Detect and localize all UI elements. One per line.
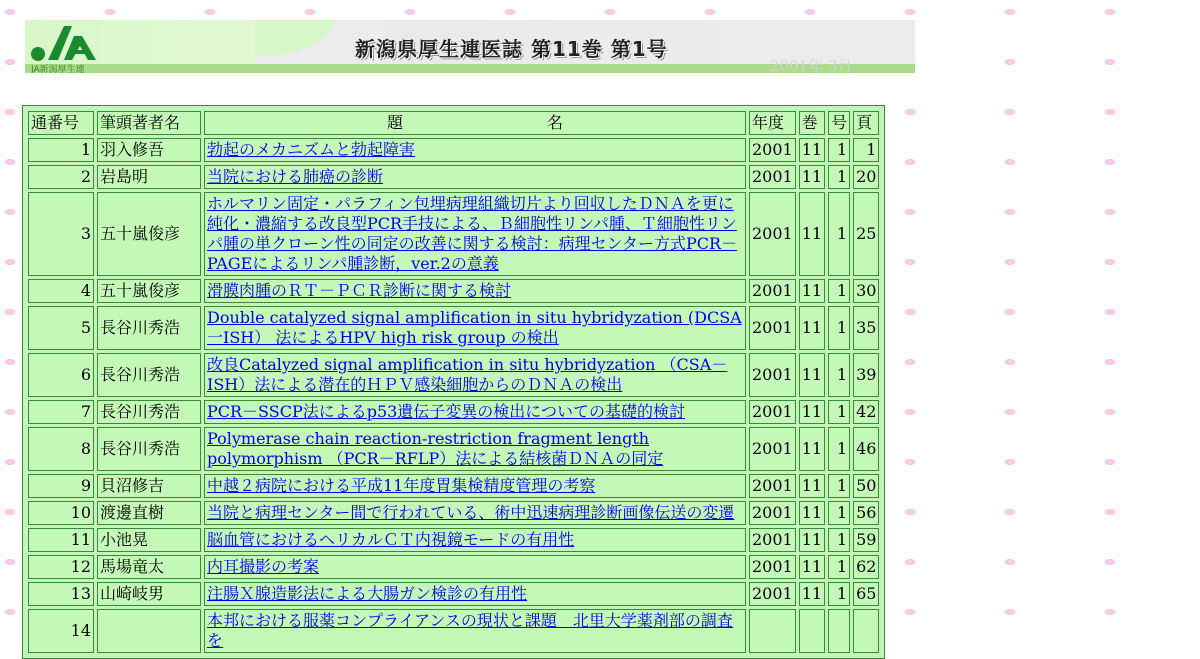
page-cell: 62: [853, 555, 879, 579]
volume-cell: 11: [799, 400, 825, 424]
article-title-cell: [204, 400, 746, 424]
row-number: 11: [28, 528, 94, 552]
table-row: [28, 165, 879, 189]
table-row: [28, 609, 879, 653]
issue-cell: 1: [828, 528, 850, 552]
row-number: 9: [28, 474, 94, 498]
volume-cell: 11: [799, 582, 825, 606]
year-cell: 2001: [749, 306, 796, 350]
author-name: 岩島明: [97, 165, 201, 189]
article-title-link[interactable]: Polymerase chain reaction-restriction fragment length polymorphism （PCR－RFLP）法による結核菌ＤＮＡの同定: [207, 429, 664, 468]
table-row: [28, 306, 879, 350]
issue-date: 2001年 3月: [770, 57, 853, 73]
article-title-link[interactable]: 改良Catalyzed signal amplification in situ hybridyzation （CSA－ISH）法による潜在的ＨＰＶ感染細胞からのＤＮＡの検出: [207, 355, 728, 394]
page-cell: 46: [853, 427, 879, 471]
column-header-title: 題 名: [204, 111, 746, 135]
column-header-volume: 巻: [799, 111, 825, 135]
year-cell: 2001: [749, 555, 796, 579]
articles-table-wrapper: [22, 105, 885, 659]
table-row: [28, 279, 879, 303]
author-name: 五十嵐俊彦: [97, 192, 201, 276]
org-name: JA新潟厚生連: [31, 65, 85, 73]
article-title-cell: [204, 528, 746, 552]
article-title-link[interactable]: 本邦における服薬コンプライアンスの現状と課題 北里大学薬剤部の調査を: [207, 611, 733, 650]
issue-cell: 1: [828, 501, 850, 525]
issue-cell: [828, 609, 850, 653]
issue-cell: 1: [828, 555, 850, 579]
table-row: [28, 528, 879, 552]
column-header-no: 通番号: [28, 111, 94, 135]
page-cell: 25: [853, 192, 879, 276]
row-number: 6: [28, 353, 94, 397]
table-row: [28, 501, 879, 525]
article-title-link[interactable]: 内耳撮影の考案: [207, 557, 320, 576]
article-title-cell: [204, 279, 746, 303]
article-title-link[interactable]: 当院における肺癌の診断: [207, 167, 384, 186]
table-row: [28, 427, 879, 471]
article-title-link[interactable]: 当院と病理センター間で行われている、術中迅速病理診断画像伝送の変遷: [207, 503, 735, 522]
table-row: [28, 474, 879, 498]
issue-cell: 1: [828, 165, 850, 189]
article-title-link[interactable]: 中越２病院における平成11年度胃集検精度管理の考察: [207, 476, 596, 495]
year-cell: 2001: [749, 138, 796, 162]
column-header-issue: 号: [828, 111, 850, 135]
row-number: 13: [28, 582, 94, 606]
author-name: 長谷川秀浩: [97, 427, 201, 471]
table-row: [28, 138, 879, 162]
author-name: 長谷川秀浩: [97, 400, 201, 424]
page-cell: 20: [853, 165, 879, 189]
volume-cell: 11: [799, 501, 825, 525]
volume-cell: 11: [799, 279, 825, 303]
year-cell: 2001: [749, 427, 796, 471]
table-row: [28, 400, 879, 424]
volume-cell: 11: [799, 306, 825, 350]
year-cell: 2001: [749, 400, 796, 424]
article-title-cell: [204, 501, 746, 525]
author-name: [97, 609, 201, 653]
volume-cell: 11: [799, 474, 825, 498]
author-name: 五十嵐俊彦: [97, 279, 201, 303]
journal-title: 新潟県厚生連医誌 第11巻 第1号: [355, 37, 668, 61]
article-title-cell: [204, 165, 746, 189]
page-cell: 56: [853, 501, 879, 525]
row-number: 2: [28, 165, 94, 189]
year-cell: 2001: [749, 192, 796, 276]
row-number: 12: [28, 555, 94, 579]
article-title-cell: [204, 555, 746, 579]
article-title-cell: [204, 609, 746, 653]
article-title-cell: [204, 192, 746, 276]
table-header-row: [28, 111, 879, 135]
year-cell: 2001: [749, 165, 796, 189]
author-name: 羽入修吾: [97, 138, 201, 162]
row-number: 3: [28, 192, 94, 276]
year-cell: 2001: [749, 528, 796, 552]
row-number: 10: [28, 501, 94, 525]
page-cell: 59: [853, 528, 879, 552]
issue-cell: 1: [828, 582, 850, 606]
table-row: [28, 555, 879, 579]
year-cell: 2001: [749, 279, 796, 303]
author-name: 小池晃: [97, 528, 201, 552]
page-cell: 35: [853, 306, 879, 350]
article-title-link[interactable]: 注腸Ｘ腺造影法による大腸ガン検診の有用性: [207, 584, 528, 603]
table-row: [28, 192, 879, 276]
table-body: [28, 138, 879, 653]
page-cell: 30: [853, 279, 879, 303]
year-cell: 2001: [749, 474, 796, 498]
article-title-link[interactable]: PCR－SSCP法によるp53遺伝子変異の検出についての基礎的検討: [207, 402, 685, 421]
page-cell: [853, 609, 879, 653]
volume-cell: [799, 609, 825, 653]
page-cell: 65: [853, 582, 879, 606]
article-title-cell: [204, 474, 746, 498]
table-row: [28, 582, 879, 606]
article-title-cell: [204, 306, 746, 350]
author-name: 馬場竜太: [97, 555, 201, 579]
author-name: 長谷川秀浩: [97, 306, 201, 350]
issue-cell: 1: [828, 400, 850, 424]
author-name: 渡邊直樹: [97, 501, 201, 525]
issue-cell: 1: [828, 353, 850, 397]
article-title-link[interactable]: 勃起のメカニズムと勃起障害: [207, 140, 416, 159]
column-header-page: 頁: [853, 111, 879, 135]
column-header-author: 筆頭著者名: [97, 111, 201, 135]
article-title-cell: [204, 582, 746, 606]
row-number: 5: [28, 306, 94, 350]
issue-cell: 1: [828, 138, 850, 162]
issue-cell: 1: [828, 427, 850, 471]
page-cell: 1: [853, 138, 879, 162]
article-title-link[interactable]: ホルマリン固定・パラフィン包埋病理組織切片より回収したＤＮＡを更に純化・濃縮する改良型PCR手技による、Ｂ細胞性リンパ腫、Ｔ細胞性リンパ腫の単クローン性の同定の改善に関する検討：病理センター方式PCR－PAGEによるリンパ腫診断，ver.2の意義: [207, 194, 738, 273]
volume-cell: 11: [799, 427, 825, 471]
row-number: 7: [28, 400, 94, 424]
volume-cell: 11: [799, 555, 825, 579]
volume-cell: 11: [799, 353, 825, 397]
table-row: [28, 353, 879, 397]
author-name: 長谷川秀浩: [97, 353, 201, 397]
row-number: 4: [28, 279, 94, 303]
volume-cell: 11: [799, 528, 825, 552]
page-cell: 50: [853, 474, 879, 498]
author-name: 山崎岐男: [97, 582, 201, 606]
year-cell: 2001: [749, 582, 796, 606]
issue-cell: 1: [828, 474, 850, 498]
row-number: 8: [28, 427, 94, 471]
issue-cell: 1: [828, 192, 850, 276]
page-cell: 39: [853, 353, 879, 397]
year-cell: 2001: [749, 353, 796, 397]
page-cell: 42: [853, 400, 879, 424]
issue-cell: 1: [828, 306, 850, 350]
articles-table: [25, 108, 882, 656]
author-name: 貝沼修吉: [97, 474, 201, 498]
ja-logo-icon: [28, 22, 98, 64]
article-title-link[interactable]: 滑膜肉腫のＲＴ－ＰＣＲ診断に関する検討: [207, 281, 512, 300]
article-title-cell: [204, 427, 746, 471]
article-title-link[interactable]: Double catalyzed signal amplification in situ hybridyzation (DCSA一ISH） 法によるHPV high risk group の検出: [207, 308, 742, 347]
article-title-cell: [204, 138, 746, 162]
article-title-cell: [204, 353, 746, 397]
header-banner: [25, 20, 915, 73]
year-cell: 2001: [749, 501, 796, 525]
article-title-link[interactable]: 脳血管におけるヘリカルＣＴ内視鏡モードの有用性: [207, 530, 575, 549]
volume-cell: 11: [799, 138, 825, 162]
row-number: 14: [28, 609, 94, 653]
row-number: 1: [28, 138, 94, 162]
volume-cell: 11: [799, 165, 825, 189]
issue-cell: 1: [828, 279, 850, 303]
year-cell: [749, 609, 796, 653]
volume-cell: 11: [799, 192, 825, 276]
column-header-year: 年度: [749, 111, 796, 135]
